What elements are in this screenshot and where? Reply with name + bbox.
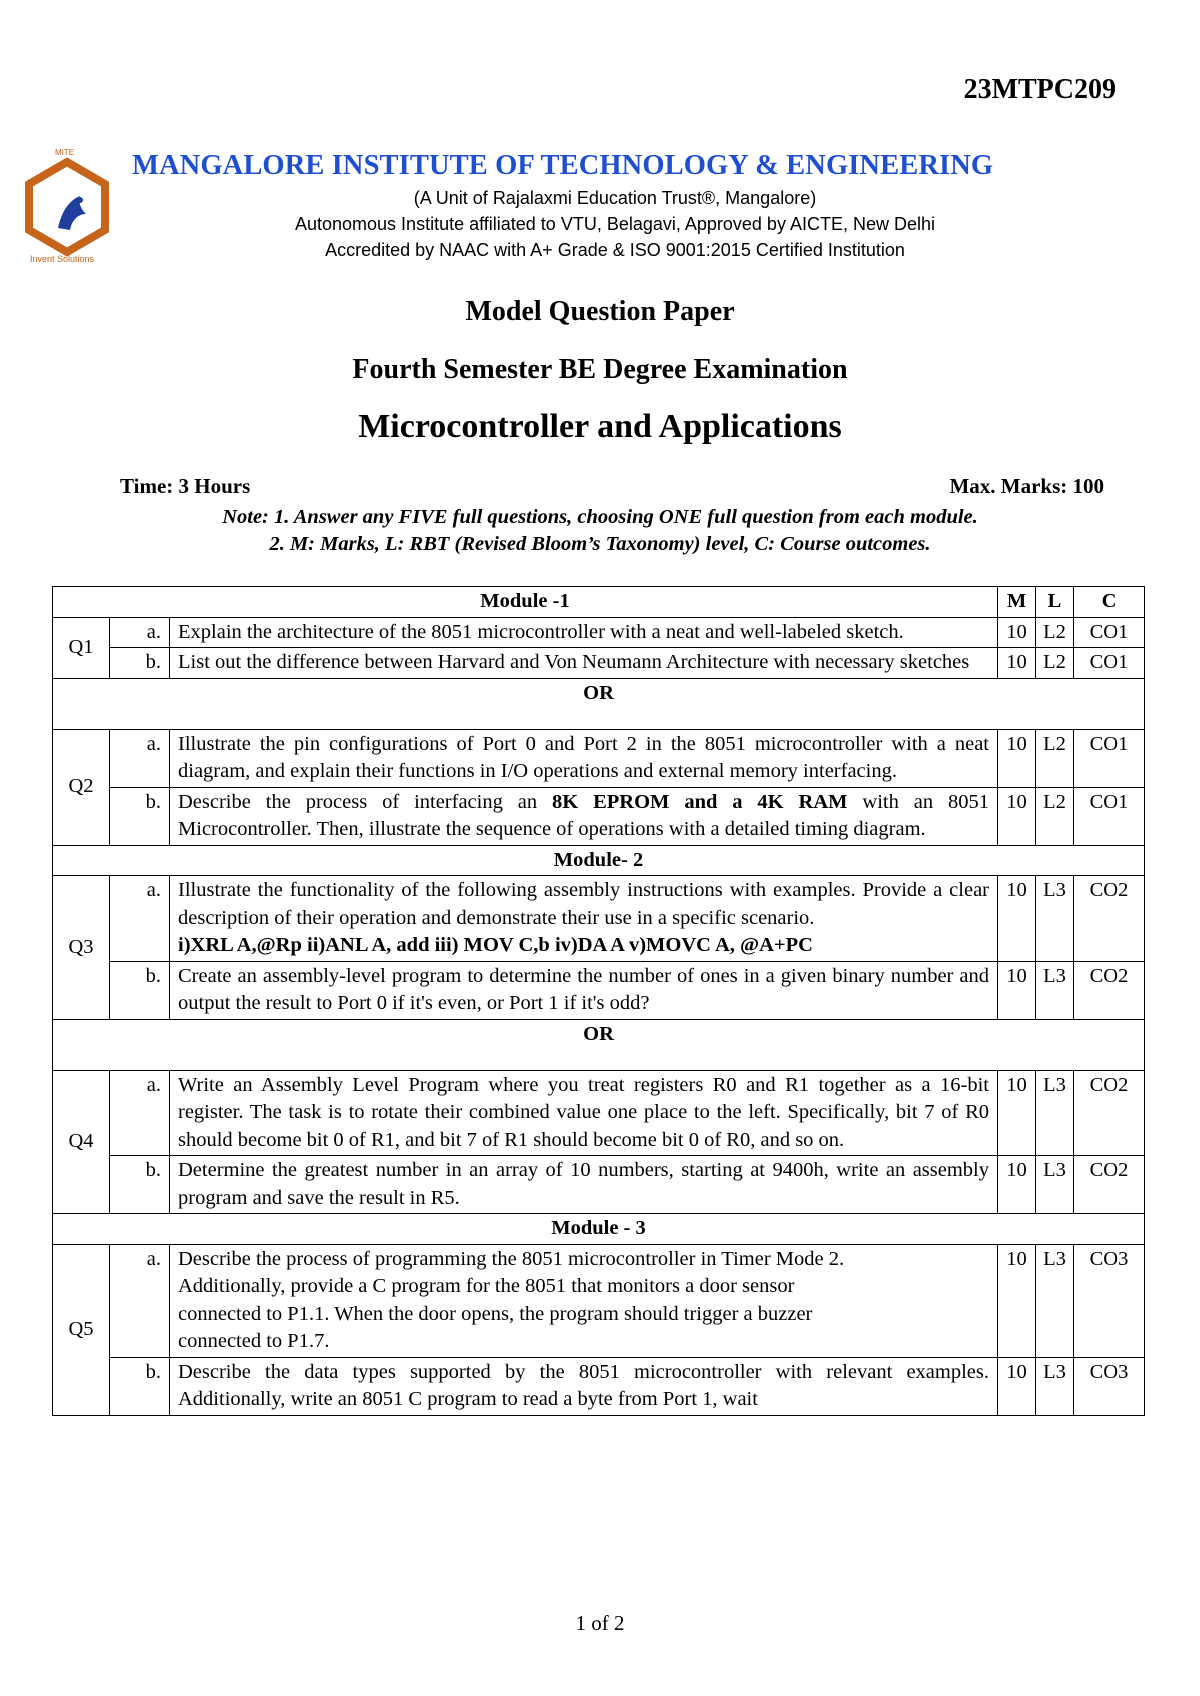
question-text-line: connected to P1.7. bbox=[178, 1330, 330, 1352]
co-cell: CO2 bbox=[1074, 876, 1145, 962]
question-text: Illustrate the pin configurations of Port 0 and Port 2 in the 8051 microcontroller with a neat diagram, and explain their functions in I/O operations and external memory interfacing. bbox=[170, 729, 998, 787]
co-cell: CO1 bbox=[1074, 787, 1145, 845]
level-cell: L3 bbox=[1036, 876, 1074, 962]
level-cell: L3 bbox=[1036, 1156, 1074, 1214]
question-number: Q4 bbox=[53, 1070, 110, 1214]
question-text: Describe the data types supported by the 8051 microcontroller with relevant examples. Additionally, write an 8051 C program to read a byte from Port 1, wait bbox=[170, 1357, 998, 1415]
level-cell: L2 bbox=[1036, 729, 1074, 787]
or-row bbox=[53, 678, 1145, 729]
exam-time: Time: 3 Hours bbox=[120, 474, 251, 498]
col-level-header: L bbox=[1036, 587, 1074, 618]
question-text-part: Illustrate the functionality of the following assembly instructions with examples. Provide a clear description of their operation and demonstrate their use in a specific scenario. bbox=[178, 879, 989, 929]
subject-title: Microcontroller and Applications bbox=[358, 408, 842, 445]
marks-cell: 10 bbox=[998, 961, 1036, 1019]
institute-line-3: Accredited by NAAC with A+ Grade & ISO 9001:2015 Certified Institution bbox=[325, 240, 905, 260]
note-line-2: 2. M: Marks, L: RBT (Revised Bloom’s Taxonomy) level, C: Course outcomes. bbox=[269, 533, 931, 555]
note-line-1: Note: 1. Answer any FIVE full questions, choosing ONE full question from each module. bbox=[222, 506, 978, 528]
or-separator: OR bbox=[53, 678, 1145, 729]
logo-caption-bottom: Invent Solutions bbox=[30, 254, 95, 264]
sub-question-label: a. bbox=[110, 1070, 170, 1156]
co-cell: CO3 bbox=[1074, 1244, 1145, 1357]
question-text-line: Describe the process of programming the 8051 microcontroller in Timer Mode 2. bbox=[178, 1247, 845, 1270]
question-text: List out the difference between Harvard and Von Neumann Architecture with necessary sketches bbox=[170, 648, 998, 679]
question-text: Explain the architecture of the 8051 microcontroller with a neat and well-labeled sketch. bbox=[170, 617, 998, 648]
or-row bbox=[53, 1019, 1145, 1070]
module-heading: Module -1 bbox=[53, 587, 998, 618]
sub-question-label: b. bbox=[110, 961, 170, 1019]
page-number: 1 of 2 bbox=[575, 1611, 625, 1635]
module-row bbox=[53, 845, 1145, 876]
max-marks: Max. Marks: 100 bbox=[949, 474, 1104, 498]
table-row bbox=[53, 729, 1145, 787]
level-cell: L2 bbox=[1036, 617, 1074, 648]
co-cell: CO1 bbox=[1074, 648, 1145, 679]
table-row bbox=[53, 648, 1145, 679]
co-cell: CO1 bbox=[1074, 729, 1145, 787]
question-text-part: with an 8051 Microcontroller. Then, illustrate the sequence of operations with a detailed timing diagram. bbox=[178, 790, 989, 840]
table-header-row bbox=[53, 587, 1145, 618]
module-row bbox=[53, 1214, 1145, 1245]
question-number: Q1 bbox=[53, 617, 110, 678]
question-text: Determine the greatest number in an array of 10 numbers, starting at 9400h, write an assembly program and save the result in R5. bbox=[170, 1156, 998, 1214]
question-text-emphasis: 8K EPROM and a 4K RAM bbox=[552, 790, 848, 813]
question-number: Q5 bbox=[53, 1244, 110, 1415]
marks-cell: 10 bbox=[998, 1070, 1036, 1156]
module-heading: Module - 3 bbox=[53, 1214, 1145, 1245]
marks-cell: 10 bbox=[998, 648, 1036, 679]
module-heading: Module- 2 bbox=[53, 845, 1145, 876]
question-text-part: Describe the process of interfacing an bbox=[178, 790, 553, 813]
question-text bbox=[170, 876, 998, 962]
co-cell: CO2 bbox=[1074, 1156, 1145, 1214]
table-row bbox=[53, 617, 1145, 648]
co-cell: CO2 bbox=[1074, 961, 1145, 1019]
table-row bbox=[53, 1070, 1145, 1156]
institute-logo-icon bbox=[22, 148, 112, 268]
table-row bbox=[53, 1244, 1145, 1357]
sub-question-label: b. bbox=[110, 1357, 170, 1415]
level-cell: L2 bbox=[1036, 648, 1074, 679]
level-cell: L2 bbox=[1036, 787, 1074, 845]
table-row bbox=[53, 787, 1145, 845]
institute-name: MANGALORE INSTITUTE OF TECHNOLOGY & ENGINEERING bbox=[132, 150, 994, 181]
marks-cell: 10 bbox=[998, 1244, 1036, 1357]
col-marks-header: M bbox=[998, 587, 1036, 618]
sub-question-label: a. bbox=[110, 876, 170, 962]
question-number: Q2 bbox=[53, 729, 110, 845]
institute-line-2: Autonomous Institute affiliated to VTU, Belagavi, Approved by AICTE, New Delhi bbox=[294, 214, 935, 234]
co-cell: CO3 bbox=[1074, 1357, 1145, 1415]
sub-question-label: b. bbox=[110, 1156, 170, 1214]
co-cell: CO1 bbox=[1074, 617, 1145, 648]
level-cell: L3 bbox=[1036, 961, 1074, 1019]
table-row bbox=[53, 876, 1145, 962]
question-text: Create an assembly-level program to determine the number of ones in a given binary number and output the result to Port 0 if it's even, or Port 1 if it's odd? bbox=[170, 961, 998, 1019]
question-text-line: Additionally, provide a C program for the 8051 that monitors a door sensor bbox=[178, 1275, 795, 1297]
marks-cell: 10 bbox=[998, 1156, 1036, 1214]
table-row bbox=[53, 1357, 1145, 1415]
level-cell: L3 bbox=[1036, 1357, 1074, 1415]
level-cell: L3 bbox=[1036, 1070, 1074, 1156]
marks-cell: 10 bbox=[998, 729, 1036, 787]
marks-cell: 10 bbox=[998, 617, 1036, 648]
paper-code: 23MTPC209 bbox=[963, 74, 1116, 105]
marks-cell: 10 bbox=[998, 876, 1036, 962]
logo-caption-top: MITE bbox=[55, 148, 75, 157]
level-cell: L3 bbox=[1036, 1244, 1074, 1357]
sub-question-label: b. bbox=[110, 787, 170, 845]
question-number: Q3 bbox=[53, 876, 110, 1020]
question-text bbox=[170, 1244, 998, 1357]
marks-cell: 10 bbox=[998, 787, 1036, 845]
co-cell: CO2 bbox=[1074, 1070, 1145, 1156]
question-text bbox=[170, 787, 998, 845]
sub-question-label: b. bbox=[110, 648, 170, 679]
or-separator: OR bbox=[53, 1019, 1145, 1070]
question-text: Write an Assembly Level Program where you treat registers R0 and R1 together as a 16-bit register. The task is to rotate their combined value one place to the left. Specifically, bit 7 of R0 should become bit 0 of R1, and bit 7 of R1 should become bit 0 of R0, and so on. bbox=[170, 1070, 998, 1156]
question-table bbox=[52, 586, 1145, 1416]
col-co-header: C bbox=[1074, 587, 1145, 618]
sub-question-label: a. bbox=[110, 729, 170, 787]
sub-question-label: a. bbox=[110, 617, 170, 648]
marks-cell: 10 bbox=[998, 1357, 1036, 1415]
sub-question-label: a. bbox=[110, 1244, 170, 1357]
table-row bbox=[53, 1156, 1145, 1214]
paper-title: Model Question Paper bbox=[465, 296, 735, 327]
exam-title: Fourth Semester BE Degree Examination bbox=[352, 354, 848, 385]
question-text-line: connected to P1.1. When the door opens, the program should trigger a buzzer bbox=[178, 1302, 813, 1325]
instruction-list: i)XRL A,@Rp ii)ANL A, add iii) MOV C,b iv)DA A v)MOVC A, @A+PC bbox=[178, 934, 813, 956]
institute-line-1: (A Unit of Rajalaxmi Education Trust®, Mangalore) bbox=[413, 188, 817, 208]
table-row bbox=[53, 961, 1145, 1019]
